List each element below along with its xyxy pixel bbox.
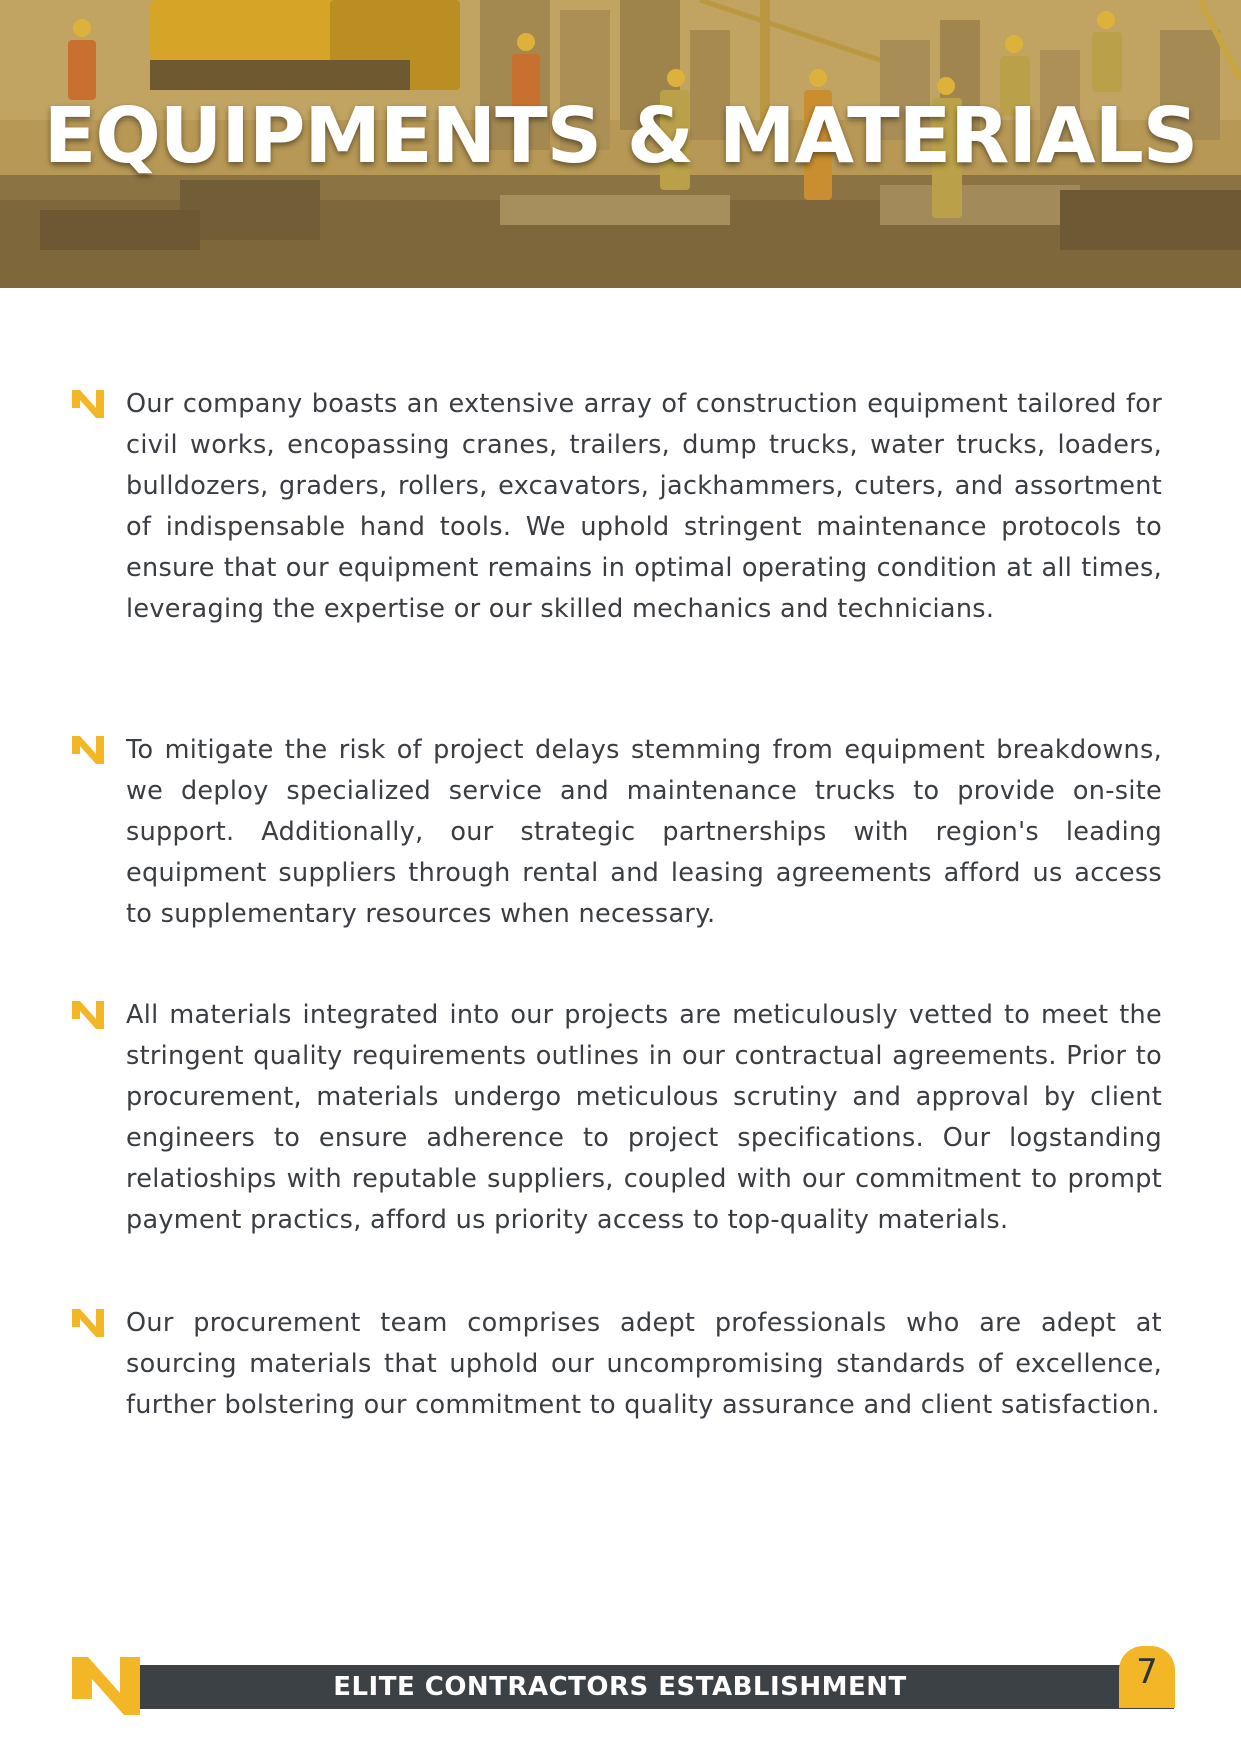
list-item: [70, 730, 1162, 935]
page-number: 7: [1136, 1652, 1158, 1692]
n-logo-icon: [70, 1655, 142, 1717]
n-logo-icon: [70, 1305, 108, 1339]
paragraph-materials: All materials integrated into our projects are meticulously vetted to meet the stringent quality requirements outlines in our contractual agreements. Prior to procurement, materials undergo meticulous scrutiny and approval by client engineers to ensure adherence to project specifications. Our logstanding relatioships with reputable suppliers, coupled with our commitment to prompt payment practics, afford us priority access to top-quality materials.: [126, 1000, 1162, 1235]
page-title: EQUIPMENTS & MATERIALS: [43, 92, 1198, 181]
list-item: [70, 995, 1162, 1241]
paragraph-procurement: Our procurement team comprises adept professionals who are adept at sourcing materials that uphold our uncompromising standards of excellence, further bolstering our commitment to quality assurance and client satisfaction.: [126, 1308, 1162, 1420]
n-logo-icon: [70, 386, 108, 420]
paragraph-maintenance: To mitigate the risk of project delays stemming from equipment breakdowns, we deploy specialized service and maintenance trucks to provide on-site support. Additionally, our strategic partnerships with region's leading equipment suppliers through rental and leasing agreements afford us access to supplementary resources when necessary.: [126, 735, 1162, 929]
paragraph-equipment: Our company boasts an extensive array of construction equipment tailored for civil works, encopassing cranes, trailers, dump trucks, water trucks, loaders, bulldozers, graders, rollers, excavators, jackhammers, cuters, and assortment of indispensable hand tools. We uphold stringent maintenance protocols to ensure that our equipment remains in optimal operating condition at all times, leveraging the expertise or our skilled mechanics and technicians.: [126, 389, 1162, 624]
n-logo-icon: [70, 997, 108, 1031]
list-item: [70, 1303, 1162, 1426]
n-logo-icon: [70, 732, 108, 766]
company-name: ELITE CONTRACTORS ESTABLISHMENT: [333, 1672, 907, 1702]
list-item: [70, 384, 1162, 630]
header-banner: [0, 0, 1241, 288]
